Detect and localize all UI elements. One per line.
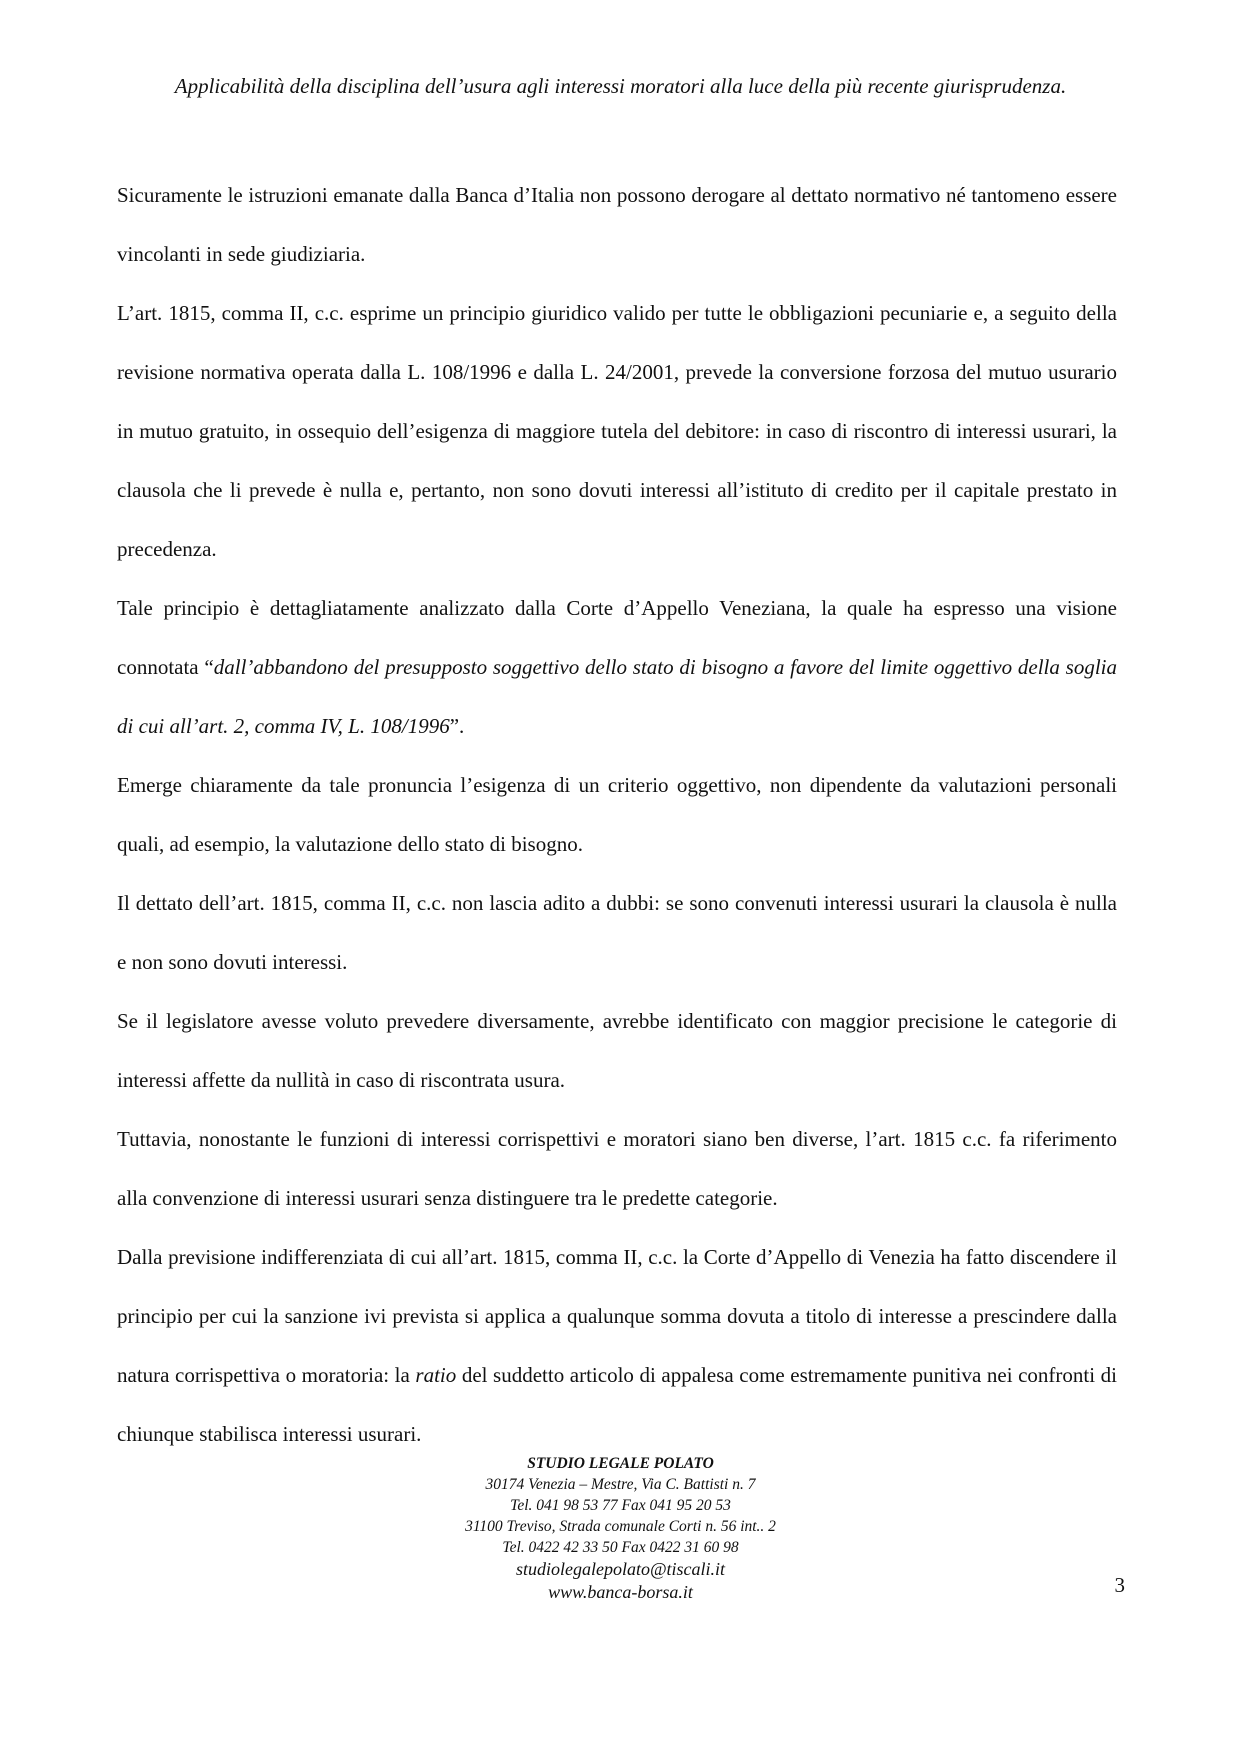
paragraph-1: Sicuramente le istruzioni emanate dalla Banca d’Italia non possono derogare al dettato normativo né tantomeno essere vincolanti in sede giudiziaria. [117,183,1117,266]
treviso-phone: Tel. 0422 42 33 50 Fax 0422 31 60 98 [502,1539,739,1556]
paragraph-3-text: Tale principio è dettagliatamente analizzato dalla Corte d’Appello Veneziana, la quale ha espresso una visione connotata “ [117,596,1117,679]
paragraph-2: L’art. 1815, comma II, c.c. esprime un principio giuridico valido per tutte le obbligazioni pecuniarie e, a seguito della revisione normativa operata dalla L. 108/1996 e dalla L. 24/2001, prevede la conversione forzosa del mutuo usurario in mutuo gratuito, in ossequio dell’esigenza di maggiore tutela del debitore: in caso di riscontro di interessi usurari, la clausola che li prevede è nulla e, pertanto, non sono dovuti interessi all’istituto di credito per il capitale prestato in precedenza. [117,301,1117,561]
paragraph-7: Tuttavia, nonostante le funzioni di interessi corrispettivi e moratori siano ben diverse, l’art. 1815 c.c. fa riferimento alla convenzione di interessi usurari senza distinguere tra le predette categorie. [117,1127,1117,1210]
paragraph-6: Se il legislatore avesse voluto prevedere diversamente, avrebbe identificato con maggior precisione le categorie di interessi affette da nullità in caso di riscontrata usura. [117,1009,1117,1092]
email-address: studiolegalepolato@tiscali.it [515,1559,726,1579]
paragraph-3 [117,579,1117,756]
paragraph-3-closing: ”. [449,714,465,738]
paragraph-8-text: Dalla previsione indifferenziata di cui all’art. 1815, comma II, c.c. la Corte d’Appello di Venezia ha fatto discendere il principio per cui la sanzione ivi prevista si applica a qualunque somma dovuta a titolo di interesse a prescindere dalla natura corrispettiva o moratoria: la [117,1245,1117,1387]
treviso-address: 31100 Treviso, Strada comunale Corti n. 56 int.. 2 [465,1518,776,1535]
paragraph-8-closing: del suddetto articolo di appalesa come estremamente punitiva nei confronti di chiunque stabilisca interessi usurari. [117,1363,1117,1446]
document-body [117,166,1117,1464]
paragraph-5: Il dettato dell’art. 1815, comma II, c.c. non lascia adito a dubbi: se sono convenuti interessi usurari la clausola è nulla e non sono dovuti interessi. [117,891,1117,974]
paragraph-4: Emerge chiaramente da tale pronuncia l’esigenza di un criterio oggettivo, non dipendente da valutazioni personali quali, ad esempio, la valutazione dello stato di bisogno. [117,773,1117,856]
page-number: 3 [1114,1573,1125,1597]
ratio-term: ratio [415,1363,457,1387]
venezia-phone: Tel. 041 98 53 77 Fax 041 95 20 53 [510,1497,731,1514]
venezia-address: 30174 Venezia – Mestre, Via C. Battisti n. 7 [485,1476,756,1493]
running-header: Applicabilità della disciplina dell’usura agli interessi moratori alla luce della più recente giurisprudenza. [174,74,1067,98]
court-quote: dall’abbandono del presupposto soggettivo dello stato di bisogno a favore del limite oggettivo della soglia di cui all’art. 2, comma IV, L. 108/1996 [117,655,1118,738]
firm-name: STUDIO LEGALE POLATO [527,1455,714,1472]
letterhead-footer [0,1453,1241,1604]
website-address: www.banca-borsa.it [548,1582,693,1602]
paragraph-8 [117,1228,1117,1464]
